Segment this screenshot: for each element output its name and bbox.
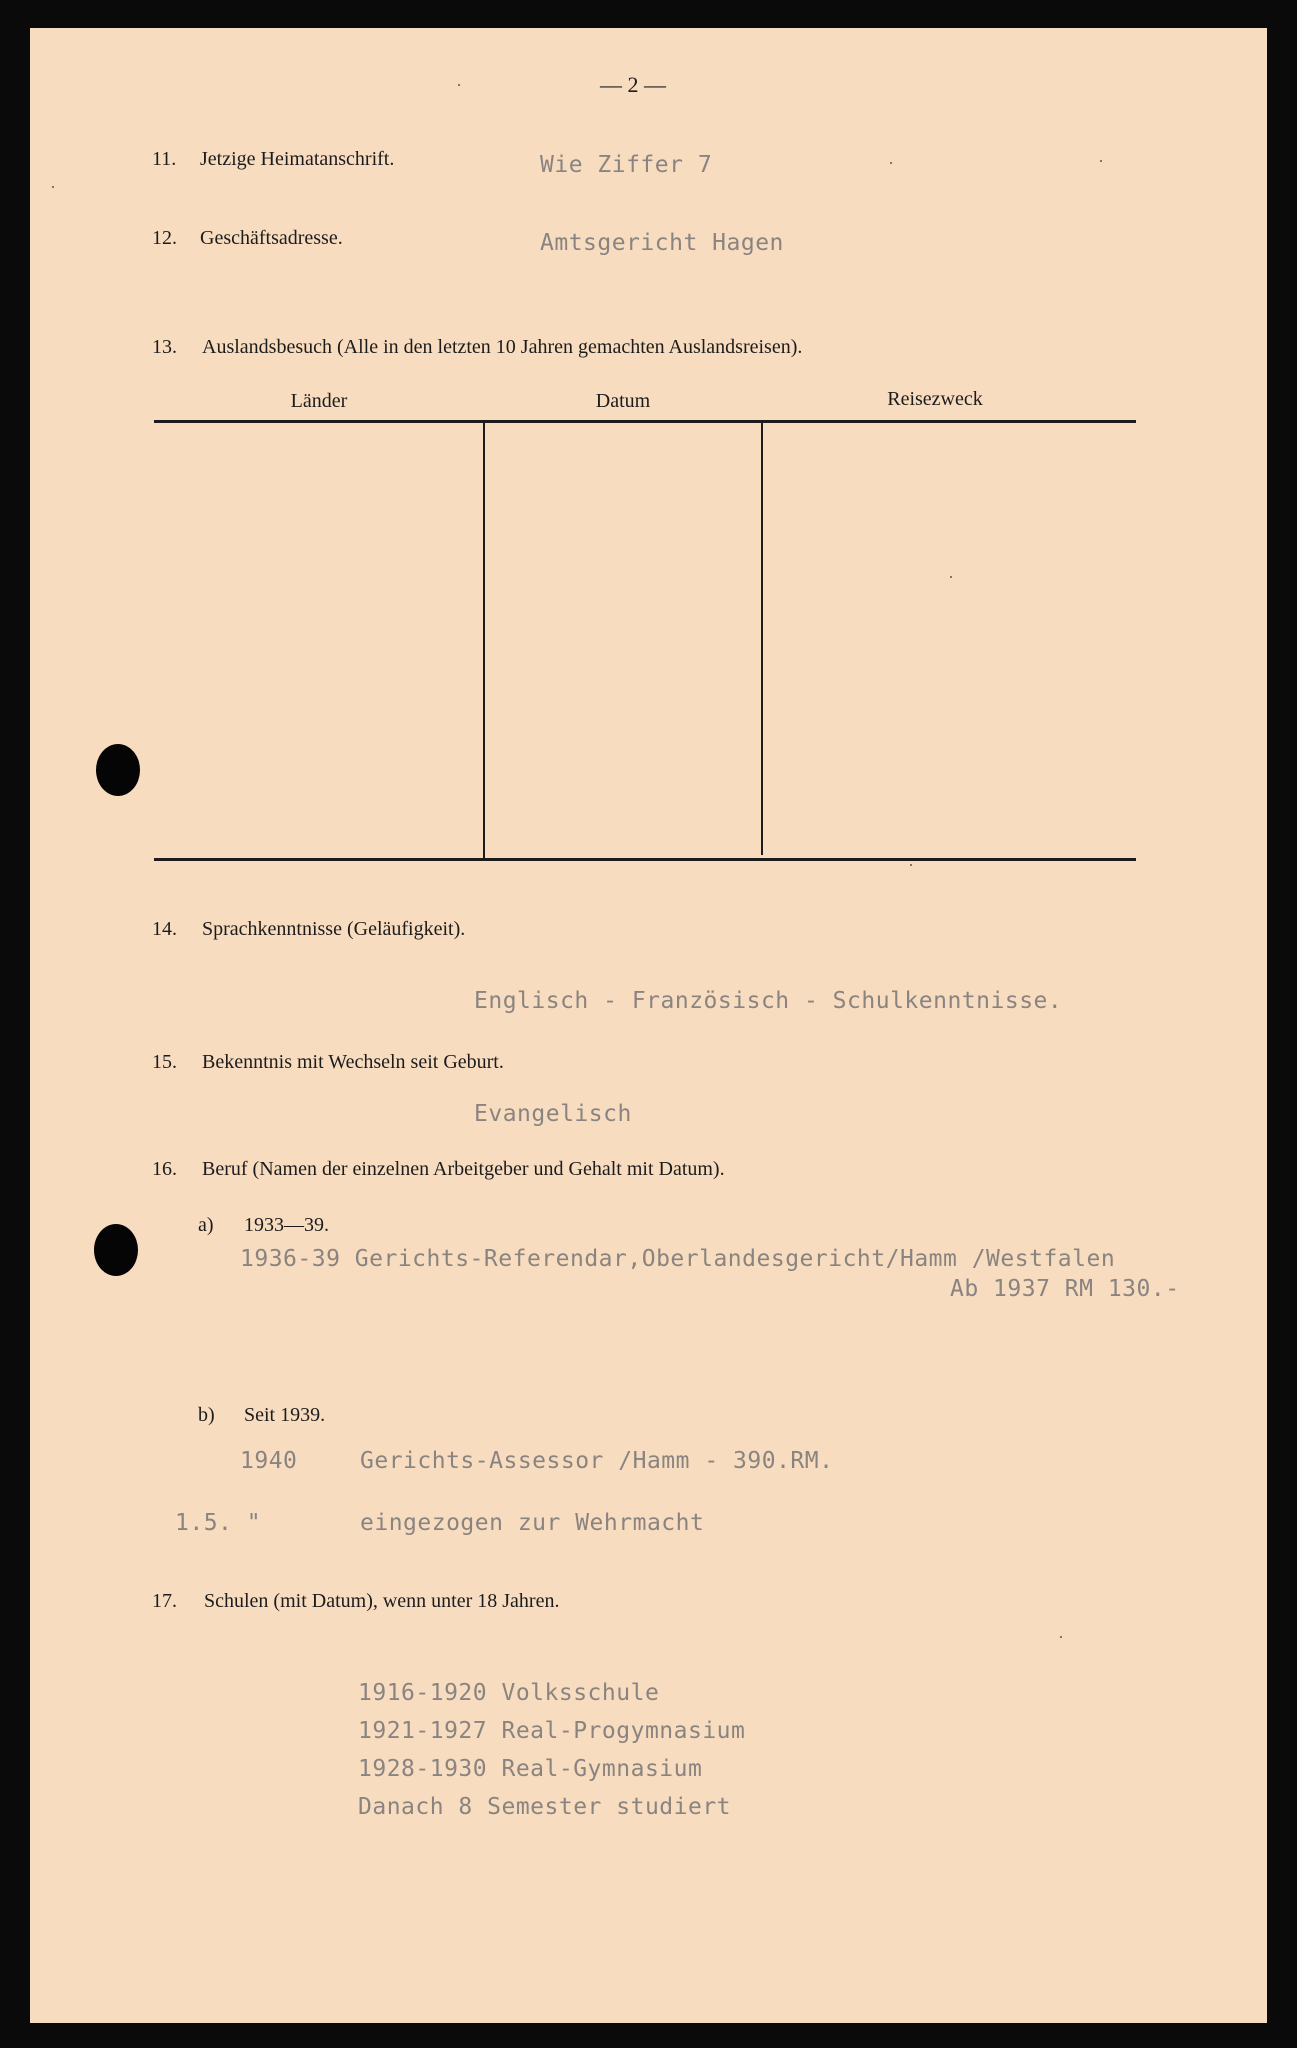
- speck: [890, 162, 892, 164]
- q16a-label: a): [198, 1214, 214, 1236]
- speck: [1060, 1636, 1062, 1638]
- q15-answer: Evangelisch: [474, 1101, 632, 1127]
- table-top-rule: [154, 420, 1136, 423]
- q16a-period: 1933—39.: [244, 1214, 329, 1236]
- table-column-divider-1: [483, 423, 485, 859]
- table-header-date: Datum: [595, 390, 651, 412]
- q12-label: Geschäftsadresse.: [200, 227, 343, 249]
- q16b-answer-1-text: Gerichts-Assessor /Hamm - 390.RM.: [360, 1448, 834, 1474]
- q17-answer-1: 1916-1920 Volksschule: [358, 1680, 660, 1706]
- punch-hole-upper: [96, 744, 140, 796]
- speck: [950, 576, 952, 578]
- q16b-period: Seit 1939.: [244, 1404, 326, 1426]
- q14-answer: Englisch - Französisch - Schulkenntnisse.: [474, 988, 1063, 1014]
- q17-label: Schulen (mit Datum), wenn unter 18 Jahren.: [204, 1590, 560, 1612]
- q16b-answer-1-date: 1940: [240, 1448, 298, 1474]
- q16-number: 16.: [152, 1158, 177, 1180]
- q11-label: Jetzige Heimatanschrift.: [200, 148, 395, 170]
- document-page: [30, 28, 1267, 2023]
- q12-number: 12.: [152, 227, 177, 249]
- table-column-divider-2: [761, 423, 763, 855]
- punch-hole-lower: [94, 1224, 138, 1276]
- q16-label: Beruf (Namen der einzelnen Arbeitgeber und Gehalt mit Datum).: [202, 1158, 725, 1180]
- q17-answer-4: Danach 8 Semester studiert: [358, 1794, 732, 1820]
- q12-answer: Amtsgericht Hagen: [540, 230, 784, 256]
- q13-label: Auslandsbesuch (Alle in den letzten 10 Jahren gemachten Auslandsreisen).: [202, 336, 803, 358]
- q16b-answer-2-date: 1.5. ": [175, 1510, 262, 1536]
- q16a-answer-line-1: 1936-39 Gerichts-Referendar,Oberlandesgericht/Hamm /Westfalen: [240, 1246, 1116, 1272]
- q17-number: 17.: [152, 1590, 177, 1612]
- q16b-answer-2-text: eingezogen zur Wehrmacht: [360, 1510, 705, 1536]
- q11-number: 11.: [152, 148, 177, 170]
- table-bottom-rule: [154, 858, 1136, 861]
- q17-answer-2: 1921-1927 Real-Progymnasium: [358, 1718, 746, 1744]
- q11-answer: Wie Ziffer 7: [540, 152, 713, 178]
- q14-label: Sprachkenntnisse (Geläufigkeit).: [202, 918, 466, 940]
- q16a-answer-line-2: Ab 1937 RM 130.-: [950, 1276, 1180, 1302]
- q13-number: 13.: [152, 336, 177, 358]
- q14-number: 14.: [152, 918, 177, 940]
- q16b-label: b): [198, 1404, 215, 1426]
- page-number: — 2 —: [600, 72, 666, 97]
- table-header-countries: Länder: [290, 390, 348, 412]
- speck: [1100, 160, 1102, 162]
- table-header-purpose: Reisezweck: [887, 388, 983, 410]
- q17-answer-3: 1928-1930 Real-Gymnasium: [358, 1756, 703, 1782]
- q15-number: 15.: [152, 1051, 177, 1073]
- q15-label: Bekenntnis mit Wechseln seit Geburt.: [202, 1051, 504, 1073]
- speck: [52, 186, 54, 188]
- speck: [458, 84, 460, 86]
- speck: [910, 864, 912, 866]
